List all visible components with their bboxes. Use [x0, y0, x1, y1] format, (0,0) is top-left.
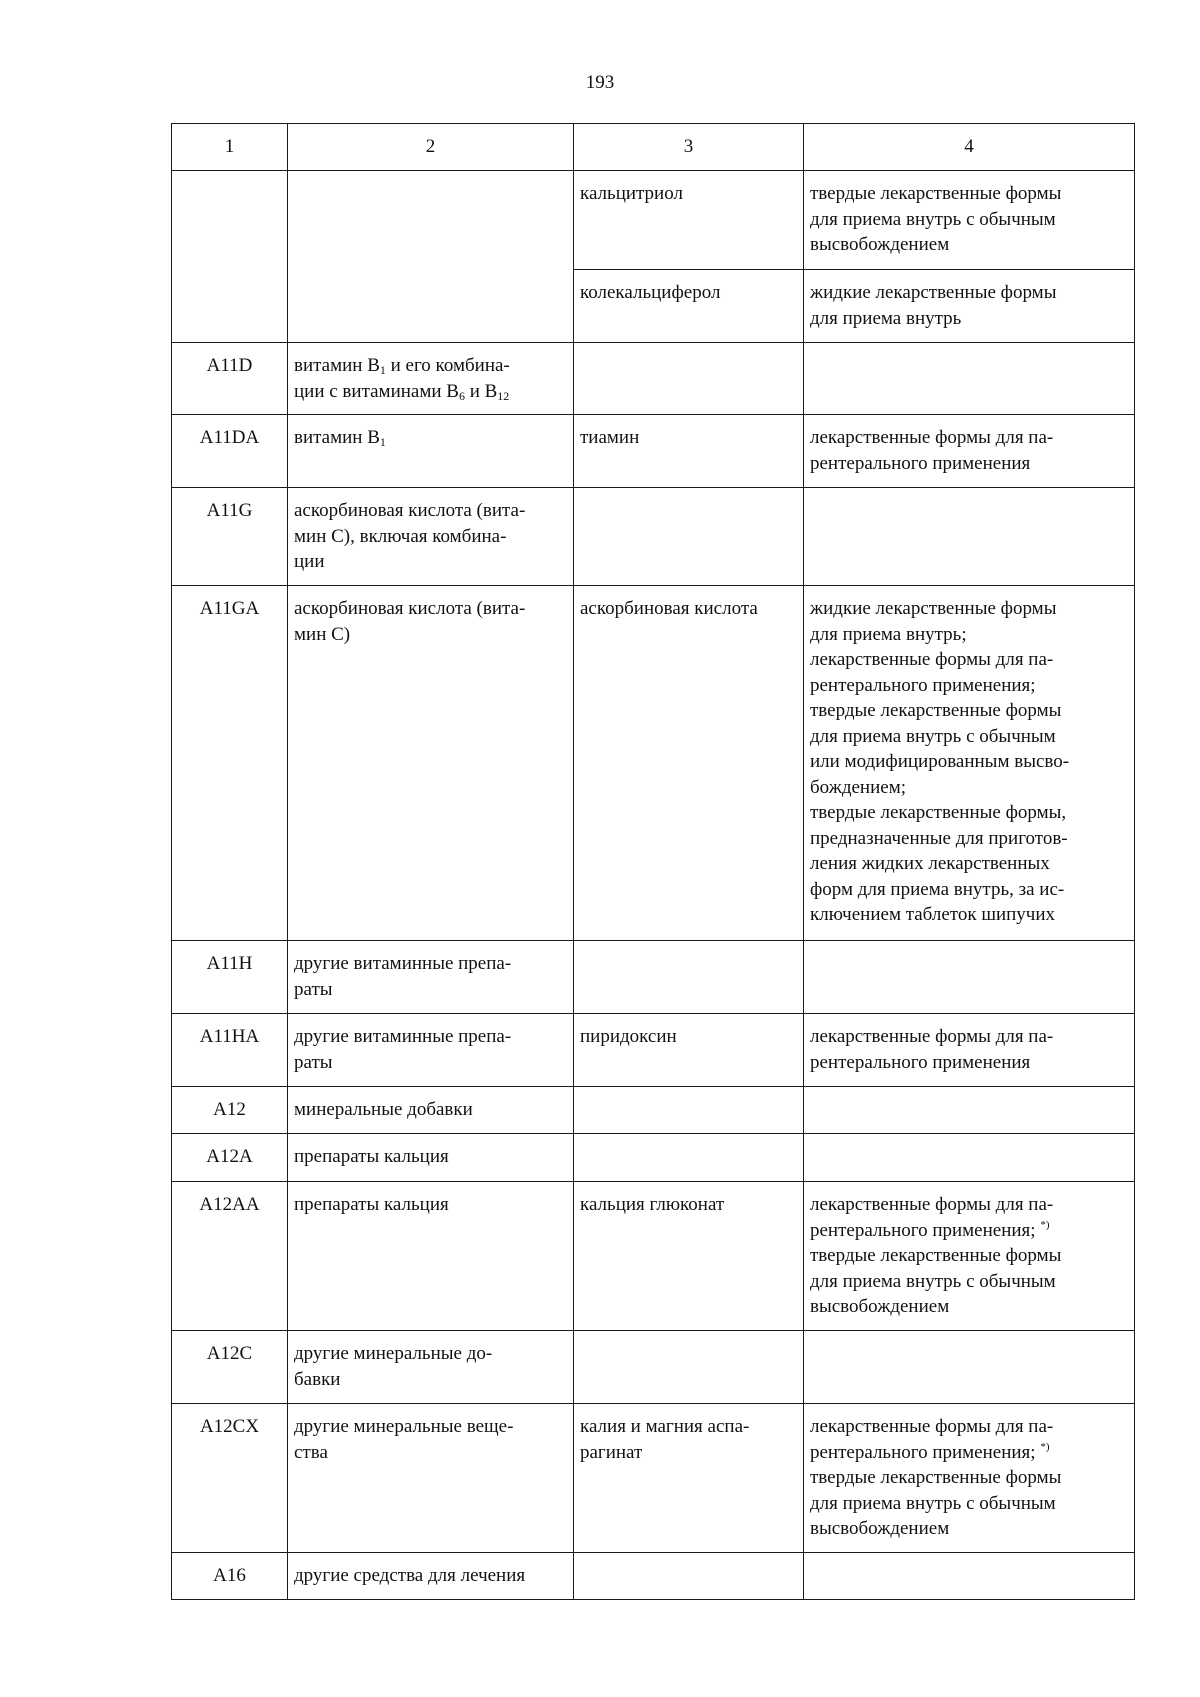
code-cell: A12CX	[172, 1404, 288, 1553]
code-cell: A12AA	[172, 1182, 288, 1331]
drug-cell	[574, 1331, 804, 1404]
table-row	[172, 1182, 1135, 1331]
form-cell	[804, 1553, 1135, 1600]
name-cell: другие витаминные препа- раты	[288, 1014, 574, 1087]
form-cell	[804, 941, 1135, 1014]
table-header-row	[172, 124, 1135, 171]
name-cell: другие минеральные веще- ства	[288, 1404, 574, 1553]
header-col-2: 2	[288, 124, 574, 171]
name-cell: препараты кальция	[288, 1182, 574, 1331]
name-cell: другие минеральные до- бавки	[288, 1331, 574, 1404]
table-row	[172, 1014, 1135, 1087]
table-row	[172, 1404, 1135, 1553]
drug-table	[171, 123, 1135, 1600]
code-cell: A11D	[172, 343, 288, 415]
table-row	[172, 1087, 1135, 1134]
code-cell: A11G	[172, 488, 288, 586]
form-cell: жидкие лекарственные формы для приема внутрь; лекарственные формы для па- рентерального применения; твердые лекарственные формы для приема внутрь с обычным или модифицированным высво- бождением; твердые лекарственные формы, предназначенные для приготов- ления жидких лекарственных форм для приема внутрь, за ис- ключением таблеток шипучих	[804, 586, 1135, 941]
header-col-4: 4	[804, 124, 1135, 171]
drug-cell: пиридоксин	[574, 1014, 804, 1087]
drug-cell: аскорбиновая кислота	[574, 586, 804, 941]
form-cell	[804, 488, 1135, 586]
form-cell	[804, 1087, 1135, 1134]
name-cell: витамин $B_1$	[288, 415, 574, 488]
name-cell: минеральные добавки	[288, 1087, 574, 1134]
header-col-1: 1	[172, 124, 288, 171]
form-cell	[804, 343, 1135, 415]
header-col-3: 3	[574, 124, 804, 171]
table-row	[172, 1134, 1135, 1182]
footnote-marker: *)	[1040, 1440, 1050, 1453]
form-cell	[804, 1134, 1135, 1182]
form-cell: лекарственные формы для па- рентерального применения	[804, 415, 1135, 488]
code-cell: A11GA	[172, 586, 288, 941]
drug-cell: кальция глюконат	[574, 1182, 804, 1331]
table-row	[172, 1331, 1135, 1404]
drug-cell	[574, 1087, 804, 1134]
table-row	[172, 343, 1135, 415]
table-row	[172, 488, 1135, 586]
drug-cell: колекальциферол	[574, 270, 804, 343]
code-cell	[172, 171, 288, 343]
drug-cell: тиамин	[574, 415, 804, 488]
form-cell: лекарственные формы для па- рентерального применения; *) твердые лекарственные формы для приема внутрь с обычным высвобождением	[804, 1404, 1135, 1553]
table-row	[172, 1553, 1135, 1600]
drug-cell	[574, 941, 804, 1014]
table-row	[172, 586, 1135, 941]
table-row	[172, 941, 1135, 1014]
name-cell: другие средства для лечения	[288, 1553, 574, 1600]
form-cell: жидкие лекарственные формы для приема внутрь	[804, 270, 1135, 343]
drug-cell	[574, 343, 804, 415]
table-row	[172, 171, 1135, 270]
footnote-marker: *)	[1040, 1218, 1050, 1231]
drug-cell: кальцитриол	[574, 171, 804, 270]
drug-cell	[574, 488, 804, 586]
form-cell: твердые лекарственные формы для приема внутрь с обычным высвобождением	[804, 171, 1135, 270]
drug-cell	[574, 1553, 804, 1600]
code-cell: A12A	[172, 1134, 288, 1182]
drug-cell	[574, 1134, 804, 1182]
code-cell: A12C	[172, 1331, 288, 1404]
form-cell	[804, 1331, 1135, 1404]
code-cell: A11DA	[172, 415, 288, 488]
name-cell	[288, 171, 574, 343]
name-cell: витамин $B_1$ и его комбина- ции с витаминами $B_6$ и $B_{12}$	[288, 343, 574, 415]
table-row	[172, 415, 1135, 488]
code-cell: A11HA	[172, 1014, 288, 1087]
drug-cell: калия и магния аспа- рагинат	[574, 1404, 804, 1553]
name-cell: другие витаминные препа- раты	[288, 941, 574, 1014]
form-cell: лекарственные формы для па- рентерального применения; *) твердые лекарственные формы для приема внутрь с обычным высвобождением	[804, 1182, 1135, 1331]
code-cell: A12	[172, 1087, 288, 1134]
code-cell: A11H	[172, 941, 288, 1014]
name-cell: аскорбиновая кислота (вита- мин С)	[288, 586, 574, 941]
code-cell: A16	[172, 1553, 288, 1600]
name-cell: аскорбиновая кислота (вита- мин С), включая комбина- ции	[288, 488, 574, 586]
form-cell: лекарственные формы для па- рентерального применения	[804, 1014, 1135, 1087]
page-number: 193	[585, 72, 615, 93]
name-cell: препараты кальция	[288, 1134, 574, 1182]
